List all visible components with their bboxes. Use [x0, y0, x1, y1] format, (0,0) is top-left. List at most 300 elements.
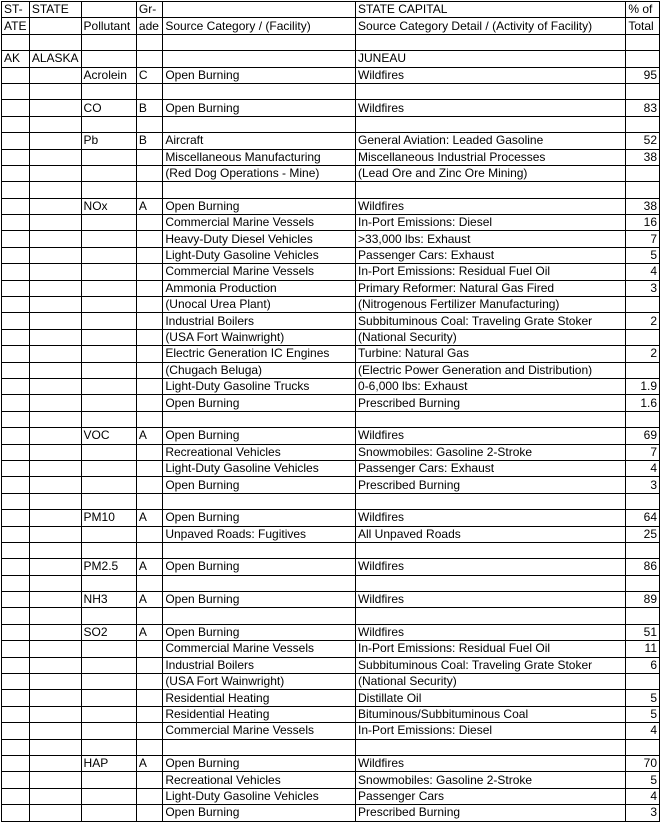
cell-grade — [136, 674, 162, 690]
cell-pollutant — [81, 542, 136, 558]
cell-percent-total: 5 — [626, 772, 660, 788]
cell-grade — [136, 526, 162, 542]
cell-state-name — [29, 165, 81, 181]
cell-percent-total: 11 — [626, 641, 660, 657]
cell-pollutant: Pb — [81, 133, 136, 149]
cell-state-name — [29, 280, 81, 296]
cell-state-name — [29, 772, 81, 788]
cell-state-code — [2, 264, 30, 280]
cell-grade — [136, 444, 162, 460]
cell-grade: A — [136, 559, 162, 575]
cell-grade — [136, 51, 162, 67]
cell-source-category: Industrial Boilers — [163, 313, 356, 329]
cell-state-name — [29, 559, 81, 575]
cell-grade — [136, 411, 162, 427]
cell-source-category: (USA Fort Wainwright) — [163, 329, 356, 345]
cell-pollutant — [81, 690, 136, 706]
cell-percent-total — [626, 34, 660, 50]
cell-source-detail: Snowmobiles: Gasoline 2-Stroke — [356, 444, 626, 460]
cell-source-detail: Passenger Cars: Exhaust — [356, 460, 626, 476]
cell-pollutant: Acrolein — [81, 67, 136, 83]
cell-state-code — [2, 165, 30, 181]
cell-grade — [136, 313, 162, 329]
table-row — [2, 526, 660, 542]
cell-state-code — [2, 395, 30, 411]
cell-source-category: Open Burning — [163, 100, 356, 116]
table-row — [2, 133, 660, 149]
cell-source-detail: Wildfires — [356, 428, 626, 444]
cell-percent-total: 4 — [626, 264, 660, 280]
cell-grade — [136, 690, 162, 706]
cell-state-name — [29, 34, 81, 50]
header-state-code: ST- — [2, 2, 30, 18]
cell-state-name — [29, 542, 81, 558]
cell-percent-total — [626, 116, 660, 132]
cell-state-code — [2, 378, 30, 394]
cell-source-detail: Snowmobiles: Gasoline 2-Stroke — [356, 772, 626, 788]
cell-grade — [136, 477, 162, 493]
cell-pollutant — [81, 575, 136, 591]
cell-percent-total: 6 — [626, 657, 660, 673]
table-row — [2, 755, 660, 771]
cell-grade — [136, 34, 162, 50]
cell-percent-total: 16 — [626, 215, 660, 231]
cell-state-code — [2, 100, 30, 116]
cell-percent-total: 69 — [626, 428, 660, 444]
header-state-code: ATE — [2, 18, 30, 34]
cell-state-code — [2, 788, 30, 804]
cell-percent-total — [626, 362, 660, 378]
cell-percent-total — [626, 608, 660, 624]
cell-state-name — [29, 592, 81, 608]
table-row — [2, 329, 660, 345]
cell-state-code — [2, 313, 30, 329]
cell-source-detail: All Unpaved Roads — [356, 526, 626, 542]
cell-source-detail: General Aviation: Leaded Gasoline — [356, 133, 626, 149]
cell-source-category — [163, 575, 356, 591]
cell-source-category: Commercial Marine Vessels — [163, 641, 356, 657]
cell-source-detail — [356, 116, 626, 132]
table-row — [2, 805, 660, 821]
cell-state-code — [2, 559, 30, 575]
header-percent-total: % of — [626, 2, 660, 18]
cell-state-code — [2, 329, 30, 345]
cell-state-name — [29, 526, 81, 542]
cell-grade — [136, 231, 162, 247]
cell-source-detail: (National Security) — [356, 674, 626, 690]
cell-state-code — [2, 526, 30, 542]
cell-grade — [136, 297, 162, 313]
table-row — [2, 493, 660, 509]
cell-grade: A — [136, 755, 162, 771]
cell-source-category — [163, 542, 356, 558]
cell-pollutant — [81, 788, 136, 804]
cell-source-category: (Unocal Urea Plant) — [163, 297, 356, 313]
cell-source-detail: In-Port Emissions: Residual Fuel Oil — [356, 641, 626, 657]
cell-pollutant — [81, 116, 136, 132]
cell-source-detail — [356, 493, 626, 509]
cell-state-code — [2, 592, 30, 608]
table-row — [2, 674, 660, 690]
cell-source-detail: Wildfires — [356, 100, 626, 116]
table-row — [2, 788, 660, 804]
cell-state-name: ALASKA — [29, 51, 81, 67]
table-body — [2, 2, 660, 822]
table-row — [2, 215, 660, 231]
table-row — [2, 575, 660, 591]
cell-state-code — [2, 706, 30, 722]
cell-percent-total: 89 — [626, 592, 660, 608]
cell-state-name — [29, 83, 81, 99]
cell-state-name — [29, 428, 81, 444]
cell-pollutant: PM10 — [81, 510, 136, 526]
cell-source-category — [163, 182, 356, 198]
emissions-table — [1, 1, 660, 822]
cell-grade — [136, 329, 162, 345]
cell-state-name — [29, 608, 81, 624]
cell-source-category: Recreational Vehicles — [163, 444, 356, 460]
cell-pollutant — [81, 706, 136, 722]
cell-source-category: Commercial Marine Vessels — [163, 264, 356, 280]
cell-pollutant — [81, 34, 136, 50]
cell-percent-total — [626, 493, 660, 509]
cell-grade — [136, 83, 162, 99]
cell-source-category: Light-Duty Gasoline Trucks — [163, 378, 356, 394]
cell-pollutant — [81, 608, 136, 624]
cell-state-code — [2, 510, 30, 526]
cell-grade — [136, 723, 162, 739]
cell-pollutant — [81, 231, 136, 247]
cell-source-category: (Chugach Beluga) — [163, 362, 356, 378]
cell-pollutant — [81, 477, 136, 493]
cell-pollutant — [81, 247, 136, 263]
cell-pollutant: PM2.5 — [81, 559, 136, 575]
cell-grade: B — [136, 133, 162, 149]
cell-source-category: Open Burning — [163, 624, 356, 640]
cell-pollutant — [81, 297, 136, 313]
cell-grade — [136, 395, 162, 411]
table-row — [2, 624, 660, 640]
cell-source-category: Open Burning — [163, 67, 356, 83]
header-source-detail: STATE CAPITAL — [356, 2, 626, 18]
cell-source-detail: >33,000 lbs: Exhaust — [356, 231, 626, 247]
table-row — [2, 165, 660, 181]
cell-percent-total: 4 — [626, 788, 660, 804]
cell-source-category: Open Burning — [163, 510, 356, 526]
cell-percent-total: 7 — [626, 444, 660, 460]
cell-source-detail: Wildfires — [356, 67, 626, 83]
cell-source-detail — [356, 542, 626, 558]
table-row — [2, 51, 660, 67]
table-row — [2, 706, 660, 722]
cell-state-code — [2, 460, 30, 476]
cell-grade — [136, 215, 162, 231]
cell-percent-total — [626, 297, 660, 313]
cell-grade — [136, 149, 162, 165]
cell-state-code — [2, 477, 30, 493]
cell-percent-total: 25 — [626, 526, 660, 542]
header-source-category — [163, 2, 356, 18]
cell-grade — [136, 280, 162, 296]
table-row — [2, 428, 660, 444]
cell-percent-total: 38 — [626, 198, 660, 214]
cell-source-category — [163, 51, 356, 67]
cell-percent-total — [626, 575, 660, 591]
cell-source-detail — [356, 608, 626, 624]
table-row — [2, 542, 660, 558]
table-row — [2, 510, 660, 526]
table-row — [2, 723, 660, 739]
table-row — [2, 739, 660, 755]
cell-state-name — [29, 378, 81, 394]
cell-percent-total — [626, 51, 660, 67]
cell-pollutant — [81, 280, 136, 296]
table-row — [2, 378, 660, 394]
cell-percent-total: 70 — [626, 755, 660, 771]
cell-source-detail: Prescribed Burning — [356, 395, 626, 411]
cell-source-detail — [356, 83, 626, 99]
cell-source-detail: Passenger Cars — [356, 788, 626, 804]
cell-pollutant — [81, 264, 136, 280]
table-row — [2, 657, 660, 673]
cell-grade — [136, 116, 162, 132]
cell-source-detail: (Lead Ore and Zinc Ore Mining) — [356, 165, 626, 181]
cell-pollutant — [81, 83, 136, 99]
cell-state-name — [29, 67, 81, 83]
table-row — [2, 690, 660, 706]
cell-percent-total: 86 — [626, 559, 660, 575]
cell-state-name — [29, 805, 81, 821]
cell-source-detail — [356, 739, 626, 755]
cell-grade: A — [136, 624, 162, 640]
table-row — [2, 411, 660, 427]
cell-state-name — [29, 231, 81, 247]
cell-percent-total: 5 — [626, 690, 660, 706]
cell-pollutant — [81, 346, 136, 362]
cell-source-category: Commercial Marine Vessels — [163, 215, 356, 231]
cell-percent-total: 52 — [626, 133, 660, 149]
cell-pollutant — [81, 460, 136, 476]
cell-grade: A — [136, 510, 162, 526]
cell-source-detail: (National Security) — [356, 329, 626, 345]
cell-state-name — [29, 674, 81, 690]
cell-grade — [136, 608, 162, 624]
table-row — [2, 149, 660, 165]
cell-percent-total: 1.9 — [626, 378, 660, 394]
cell-source-category: (Red Dog Operations - Mine) — [163, 165, 356, 181]
cell-state-code — [2, 362, 30, 378]
table-row — [2, 264, 660, 280]
cell-percent-total: 2 — [626, 313, 660, 329]
cell-source-detail: In-Port Emissions: Diesel — [356, 723, 626, 739]
cell-source-detail: Distillate Oil — [356, 690, 626, 706]
cell-state-name — [29, 133, 81, 149]
cell-state-code — [2, 149, 30, 165]
cell-state-name — [29, 411, 81, 427]
cell-state-code — [2, 493, 30, 509]
header-percent-total: Total — [626, 18, 660, 34]
cell-source-category: (USA Fort Wainwright) — [163, 674, 356, 690]
cell-state-name — [29, 723, 81, 739]
cell-grade — [136, 460, 162, 476]
cell-percent-total — [626, 329, 660, 345]
cell-pollutant: HAP — [81, 755, 136, 771]
cell-state-code — [2, 346, 30, 362]
cell-state-code — [2, 755, 30, 771]
cell-state-name — [29, 706, 81, 722]
cell-state-code — [2, 542, 30, 558]
cell-grade: A — [136, 592, 162, 608]
cell-pollutant — [81, 772, 136, 788]
cell-percent-total — [626, 165, 660, 181]
table-row — [2, 641, 660, 657]
cell-pollutant: VOC — [81, 428, 136, 444]
cell-source-detail: JUNEAU — [356, 51, 626, 67]
header-row — [2, 2, 660, 18]
cell-state-code — [2, 641, 30, 657]
cell-percent-total: 7 — [626, 231, 660, 247]
cell-state-code — [2, 444, 30, 460]
cell-grade: B — [136, 100, 162, 116]
table-row — [2, 280, 660, 296]
cell-grade: A — [136, 198, 162, 214]
cell-state-code — [2, 575, 30, 591]
cell-state-code — [2, 772, 30, 788]
table-row — [2, 444, 660, 460]
cell-source-detail: Wildfires — [356, 624, 626, 640]
cell-source-detail — [356, 182, 626, 198]
cell-source-category: Open Burning — [163, 395, 356, 411]
cell-pollutant — [81, 149, 136, 165]
cell-source-category — [163, 116, 356, 132]
header-pollutant: Pollutant — [81, 18, 136, 34]
cell-percent-total — [626, 674, 660, 690]
cell-state-code — [2, 805, 30, 821]
cell-grade — [136, 641, 162, 657]
header-source-category: Source Category / (Facility) — [163, 18, 356, 34]
cell-grade — [136, 542, 162, 558]
cell-percent-total — [626, 83, 660, 99]
cell-source-detail: In-Port Emissions: Diesel — [356, 215, 626, 231]
cell-state-code — [2, 674, 30, 690]
table-row — [2, 346, 660, 362]
cell-state-name — [29, 444, 81, 460]
cell-source-detail: Prescribed Burning — [356, 805, 626, 821]
cell-source-category: Heavy-Duty Diesel Vehicles — [163, 231, 356, 247]
cell-state-name — [29, 690, 81, 706]
table-row — [2, 100, 660, 116]
cell-source-detail: Wildfires — [356, 592, 626, 608]
cell-state-code — [2, 247, 30, 263]
cell-state-code — [2, 428, 30, 444]
cell-percent-total: 51 — [626, 624, 660, 640]
header-grade: Gr- — [136, 2, 162, 18]
cell-state-code — [2, 297, 30, 313]
cell-pollutant — [81, 329, 136, 345]
table-row — [2, 34, 660, 50]
cell-source-category: Open Burning — [163, 198, 356, 214]
cell-state-name — [29, 739, 81, 755]
cell-state-code — [2, 411, 30, 427]
cell-source-category — [163, 34, 356, 50]
cell-state-name — [29, 460, 81, 476]
table-row — [2, 116, 660, 132]
cell-pollutant: NH3 — [81, 592, 136, 608]
cell-source-detail — [356, 34, 626, 50]
cell-grade — [136, 165, 162, 181]
cell-percent-total: 2 — [626, 346, 660, 362]
cell-state-code — [2, 133, 30, 149]
cell-source-detail: Wildfires — [356, 755, 626, 771]
table-row — [2, 395, 660, 411]
cell-pollutant — [81, 444, 136, 460]
cell-grade — [136, 378, 162, 394]
cell-grade — [136, 772, 162, 788]
cell-state-name — [29, 215, 81, 231]
cell-source-detail — [356, 575, 626, 591]
cell-state-name — [29, 100, 81, 116]
table-row — [2, 772, 660, 788]
cell-state-code — [2, 690, 30, 706]
cell-source-category — [163, 411, 356, 427]
table-row — [2, 297, 660, 313]
cell-grade — [136, 182, 162, 198]
cell-percent-total — [626, 739, 660, 755]
table-row — [2, 182, 660, 198]
cell-state-name — [29, 346, 81, 362]
cell-state-code — [2, 657, 30, 673]
cell-state-name — [29, 788, 81, 804]
table-row — [2, 362, 660, 378]
cell-source-category: Residential Heating — [163, 690, 356, 706]
cell-source-category: Miscellaneous Manufacturing — [163, 149, 356, 165]
cell-source-detail: Primary Reformer: Natural Gas Fired — [356, 280, 626, 296]
header-state-name: STATE — [29, 2, 81, 18]
cell-pollutant — [81, 805, 136, 821]
cell-source-category: Commercial Marine Vessels — [163, 723, 356, 739]
cell-source-category: Open Burning — [163, 755, 356, 771]
table-row — [2, 313, 660, 329]
cell-source-category: Unpaved Roads: Fugitives — [163, 526, 356, 542]
cell-state-name — [29, 510, 81, 526]
cell-pollutant: NOx — [81, 198, 136, 214]
table-row — [2, 460, 660, 476]
cell-pollutant — [81, 493, 136, 509]
cell-pollutant: CO — [81, 100, 136, 116]
cell-source-detail: Wildfires — [356, 510, 626, 526]
cell-source-category: Open Burning — [163, 559, 356, 575]
cell-state-code — [2, 83, 30, 99]
cell-pollutant — [81, 313, 136, 329]
table-row — [2, 67, 660, 83]
cell-state-code — [2, 608, 30, 624]
cell-pollutant — [81, 378, 136, 394]
cell-state-name — [29, 362, 81, 378]
cell-state-name — [29, 116, 81, 132]
cell-source-category — [163, 608, 356, 624]
cell-grade — [136, 739, 162, 755]
cell-state-code — [2, 231, 30, 247]
cell-source-category: Open Burning — [163, 805, 356, 821]
cell-state-code — [2, 116, 30, 132]
table-row — [2, 477, 660, 493]
table-row — [2, 247, 660, 263]
cell-source-category: Open Burning — [163, 428, 356, 444]
cell-percent-total: 3 — [626, 280, 660, 296]
cell-grade: A — [136, 428, 162, 444]
table-row — [2, 559, 660, 575]
cell-source-category: Recreational Vehicles — [163, 772, 356, 788]
